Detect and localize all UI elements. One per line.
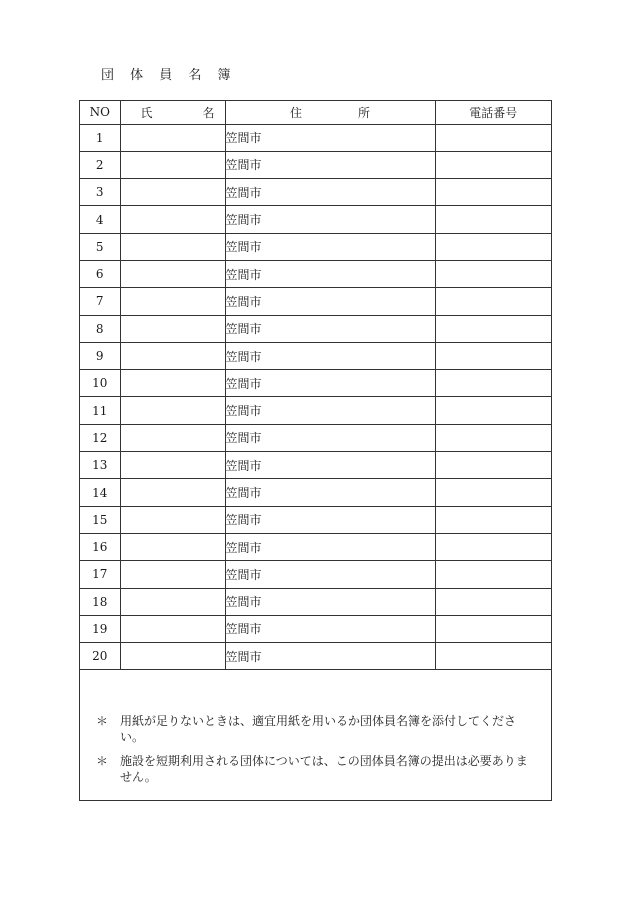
row-number: 11 [80, 397, 120, 424]
phone-field[interactable] [435, 260, 551, 287]
phone-field[interactable] [435, 233, 551, 260]
header-address [225, 101, 435, 124]
asterisk-mark: ＊ [96, 714, 109, 728]
asterisk-mark: ＊ [96, 754, 109, 768]
address-field[interactable]: 笠間市 [225, 260, 435, 287]
row-number: 14 [80, 479, 120, 506]
address-field[interactable]: 笠間市 [225, 479, 435, 506]
table-row [80, 233, 551, 260]
row-number: 17 [80, 561, 120, 588]
address-field[interactable]: 笠間市 [225, 124, 435, 151]
address-field[interactable]: 笠間市 [225, 643, 435, 670]
name-field[interactable] [120, 206, 225, 233]
table-row [80, 124, 551, 151]
row-number: 18 [80, 588, 120, 615]
phone-field[interactable] [435, 179, 551, 206]
row-number: 10 [80, 370, 120, 397]
phone-field[interactable] [435, 479, 551, 506]
address-field[interactable]: 笠間市 [225, 615, 435, 642]
phone-field[interactable] [435, 124, 551, 151]
table-row [80, 151, 551, 178]
name-field[interactable] [120, 260, 225, 287]
row-number: 12 [80, 424, 120, 451]
note-text: 施設を短期利用される団体については、この団体員名簿の提出は必要ありません。 [120, 754, 528, 784]
name-field[interactable] [120, 233, 225, 260]
phone-field[interactable] [435, 370, 551, 397]
header-name [120, 101, 225, 124]
name-field[interactable] [120, 533, 225, 560]
phone-field[interactable] [435, 151, 551, 178]
header-address-part1: 住 [289, 105, 302, 120]
member-roster-form [79, 100, 552, 801]
header-no: NO [80, 101, 120, 124]
name-field[interactable] [120, 452, 225, 479]
address-field[interactable]: 笠間市 [225, 397, 435, 424]
name-field[interactable] [120, 124, 225, 151]
address-field[interactable]: 笠間市 [225, 233, 435, 260]
name-field[interactable] [120, 561, 225, 588]
address-field[interactable]: 笠間市 [225, 151, 435, 178]
table-row [80, 342, 551, 369]
address-field[interactable]: 笠間市 [225, 506, 435, 533]
table-row [80, 588, 551, 615]
address-field[interactable]: 笠間市 [225, 370, 435, 397]
table-row [80, 479, 551, 506]
phone-field[interactable] [435, 288, 551, 315]
table-row [80, 506, 551, 533]
table-row [80, 452, 551, 479]
table-row [80, 533, 551, 560]
table-row [80, 179, 551, 206]
table-header-row [80, 101, 551, 124]
address-field[interactable]: 笠間市 [225, 288, 435, 315]
row-number: 7 [80, 288, 120, 315]
header-phone: 電話番号 [435, 101, 551, 124]
note-item [80, 753, 551, 785]
table-row [80, 397, 551, 424]
table-row [80, 260, 551, 287]
name-field[interactable] [120, 288, 225, 315]
table-row [80, 206, 551, 233]
row-number: 8 [80, 315, 120, 342]
phone-field[interactable] [435, 397, 551, 424]
name-field[interactable] [120, 315, 225, 342]
row-number: 1 [80, 124, 120, 151]
note-text: 用紙が足りないときは、適宜用紙を用いるか団体員名簿を添付してください。 [120, 714, 517, 744]
header-name-part2: 名 [202, 105, 215, 120]
row-number: 19 [80, 615, 120, 642]
address-field[interactable]: 笠間市 [225, 315, 435, 342]
table-row [80, 561, 551, 588]
phone-field[interactable] [435, 506, 551, 533]
table-row [80, 288, 551, 315]
address-field[interactable]: 笠間市 [225, 561, 435, 588]
table-row [80, 424, 551, 451]
page-title: 団 体 員 名 簿 [101, 68, 237, 83]
address-field[interactable]: 笠間市 [225, 588, 435, 615]
phone-field[interactable] [435, 342, 551, 369]
phone-field[interactable] [435, 206, 551, 233]
member-table [80, 101, 551, 670]
header-name-part1: 氏 [140, 105, 153, 120]
row-number: 20 [80, 643, 120, 670]
address-field[interactable]: 笠間市 [225, 533, 435, 560]
address-field[interactable]: 笠間市 [225, 206, 435, 233]
name-field[interactable] [120, 151, 225, 178]
name-field[interactable] [120, 342, 225, 369]
table-row [80, 643, 551, 670]
row-number: 9 [80, 342, 120, 369]
name-field[interactable] [120, 397, 225, 424]
phone-field[interactable] [435, 643, 551, 670]
phone-field[interactable] [435, 615, 551, 642]
phone-field[interactable] [435, 533, 551, 560]
row-number: 16 [80, 533, 120, 560]
address-field[interactable]: 笠間市 [225, 342, 435, 369]
row-number: 6 [80, 260, 120, 287]
name-field[interactable] [120, 506, 225, 533]
phone-field[interactable] [435, 588, 551, 615]
table-row [80, 370, 551, 397]
name-field[interactable] [120, 424, 225, 451]
name-field[interactable] [120, 615, 225, 642]
row-number: 13 [80, 452, 120, 479]
header-address-part2: 所 [358, 105, 371, 120]
phone-field[interactable] [435, 452, 551, 479]
name-field[interactable] [120, 643, 225, 670]
row-number: 2 [80, 151, 120, 178]
row-number: 5 [80, 233, 120, 260]
phone-field[interactable] [435, 561, 551, 588]
row-number: 15 [80, 506, 120, 533]
phone-field[interactable] [435, 424, 551, 451]
address-field[interactable]: 笠間市 [225, 179, 435, 206]
name-field[interactable] [120, 479, 225, 506]
notes-section [80, 713, 551, 793]
name-field[interactable] [120, 588, 225, 615]
table-row [80, 315, 551, 342]
note-item [80, 713, 551, 745]
table-row [80, 615, 551, 642]
address-field[interactable]: 笠間市 [225, 452, 435, 479]
name-field[interactable] [120, 179, 225, 206]
phone-field[interactable] [435, 315, 551, 342]
name-field[interactable] [120, 370, 225, 397]
address-field[interactable]: 笠間市 [225, 424, 435, 451]
row-number: 4 [80, 206, 120, 233]
row-number: 3 [80, 179, 120, 206]
